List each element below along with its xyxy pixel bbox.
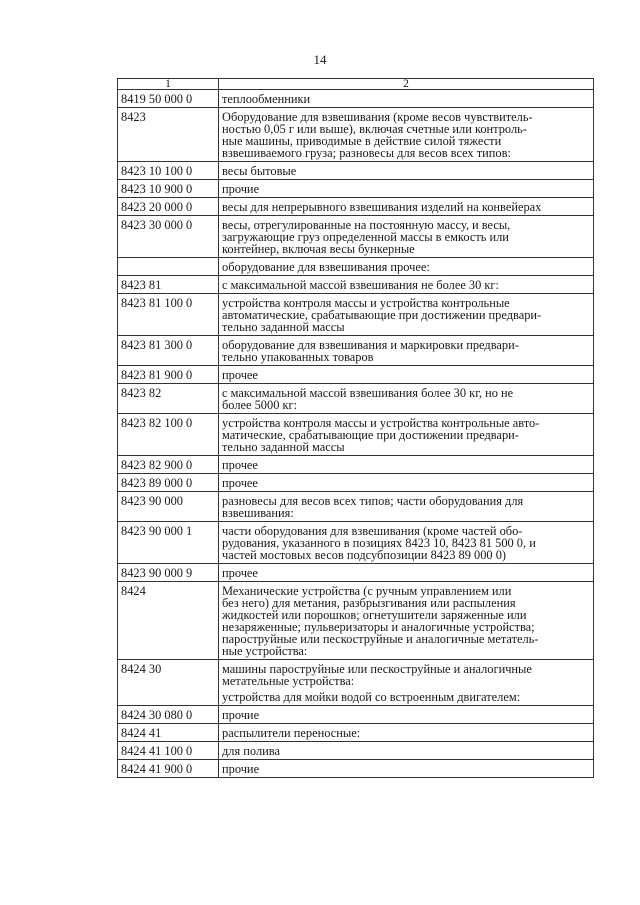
column-header-1: 1 xyxy=(118,79,219,90)
table-row xyxy=(118,474,594,492)
description-cell xyxy=(219,276,594,294)
description-cell xyxy=(219,522,594,564)
description-cell xyxy=(219,414,594,456)
description-text: оборудование для взвешивания прочее: xyxy=(222,260,430,274)
description-text: весы для непрерывного взвешивания изделий на конвейерах xyxy=(222,200,542,214)
description-cell xyxy=(219,180,594,198)
description-text: распылители переносные: xyxy=(222,726,361,740)
table-row xyxy=(118,492,594,522)
hs-code-cell: 8423 90 000 9 xyxy=(118,564,219,582)
table-row xyxy=(118,760,594,778)
table-row xyxy=(118,276,594,294)
table-row xyxy=(118,660,594,706)
table-row xyxy=(118,564,594,582)
hs-code-cell: 8423 82 xyxy=(118,384,219,414)
hs-code-cell: 8423 82 100 0 xyxy=(118,414,219,456)
table-row xyxy=(118,258,594,276)
description-cell xyxy=(219,742,594,760)
hs-code-cell: 8423 90 000 xyxy=(118,492,219,522)
description-text: машины пароструйные или пескоструйные и аналогичные метательные устройства: xyxy=(222,662,532,688)
hs-code-cell: 8419 50 000 0 xyxy=(118,90,219,108)
description-text: Механические устройства (с ручным управлением или без него) для метания, разбрызгивания или распыления жидкостей или порошков; огнетушители заряженные или незаряженные; пульверизаторы и аналогичные устройства; пароструйные или пескоструйные и аналогичные метатель- ные устройства: xyxy=(222,584,539,658)
description-text: разновесы для весов всех типов; части оборудования для взвешивания: xyxy=(222,494,524,520)
description-text: устройства контроля массы и устройства контрольные автоматические, срабатывающие при достижении предвари- тельно заданной массы xyxy=(222,296,542,334)
table-row xyxy=(118,336,594,366)
description-text: прочие xyxy=(222,708,260,722)
hs-code-cell: 8423 90 000 1 xyxy=(118,522,219,564)
description-cell xyxy=(219,564,594,582)
description-text: прочее xyxy=(222,476,258,490)
hs-code-cell: 8424 xyxy=(118,582,219,660)
hs-code-cell xyxy=(118,258,219,276)
hs-code-cell: 8424 41 100 0 xyxy=(118,742,219,760)
table-row xyxy=(118,216,594,258)
description-text: части оборудования для взвешивания (кроме частей обо- рудования, указанного в позициях 8423 10, 8423 81 500 0, и частей мостовых весов подсубпозиции 8423 89 000 0) xyxy=(222,524,536,562)
description-cell xyxy=(219,216,594,258)
description-text: с максимальной массой взвешивания более 30 кг, но не более 5000 кг: xyxy=(222,386,514,412)
description-cell xyxy=(219,294,594,336)
table-row xyxy=(118,180,594,198)
table-row xyxy=(118,384,594,414)
hs-code-cell: 8423 10 100 0 xyxy=(118,162,219,180)
table-row xyxy=(118,582,594,660)
description-cell xyxy=(219,162,594,180)
table-row xyxy=(118,162,594,180)
description-text: устройства контроля массы и устройства контрольные авто- матические, срабатывающие при достижении предвари- тельно заданной массы xyxy=(222,416,540,454)
description-cell xyxy=(219,474,594,492)
description-text: Оборудование для взвешивания (кроме весов чувствитель- ностью 0,05 г или выше), включая счетные или контроль- ные машины, приводимые в действие силой тяжести взвешиваемого груза; разновесы для весов всех типов: xyxy=(222,110,533,160)
hs-code-cell: 8423 xyxy=(118,108,219,162)
hs-code-cell: 8423 89 000 0 xyxy=(118,474,219,492)
table-row xyxy=(118,456,594,474)
description-cell xyxy=(219,90,594,108)
description-cell xyxy=(219,760,594,778)
hs-code-cell: 8423 81 xyxy=(118,276,219,294)
table-row xyxy=(118,294,594,336)
table-row xyxy=(118,522,594,564)
description-text: весы бытовые xyxy=(222,164,297,178)
description-cell xyxy=(219,456,594,474)
description-text: прочее xyxy=(222,368,258,382)
description-cell xyxy=(219,366,594,384)
column-header-2: 2 xyxy=(219,79,594,90)
hs-code-cell: 8424 30 xyxy=(118,660,219,706)
hs-code-cell: 8423 20 000 0 xyxy=(118,198,219,216)
description-cell xyxy=(219,258,594,276)
description-text: оборудование для взвешивания и маркировки предвари- тельно упакованных товаров xyxy=(222,338,519,364)
description-text: прочее xyxy=(222,566,258,580)
table-row xyxy=(118,724,594,742)
table-row xyxy=(118,706,594,724)
table-row xyxy=(118,90,594,108)
description-text: прочее xyxy=(222,458,258,472)
table-row xyxy=(118,414,594,456)
hs-code-cell: 8423 81 300 0 xyxy=(118,336,219,366)
description-cell xyxy=(219,336,594,366)
table-row xyxy=(118,742,594,760)
description-cell xyxy=(219,384,594,414)
tariff-code-table xyxy=(117,78,594,778)
hs-code-cell: 8423 82 900 0 xyxy=(118,456,219,474)
hs-code-cell: 8423 81 900 0 xyxy=(118,366,219,384)
description-cell xyxy=(219,582,594,660)
table-row xyxy=(118,108,594,162)
description-cell xyxy=(219,198,594,216)
description-text: прочие xyxy=(222,182,260,196)
description-subheading: устройства для мойки водой со встроенным двигателем: xyxy=(222,690,521,704)
hs-code-cell: 8423 10 900 0 xyxy=(118,180,219,198)
description-text: теплообменники xyxy=(222,92,311,106)
description-cell xyxy=(219,492,594,522)
description-cell xyxy=(219,724,594,742)
description-cell xyxy=(219,660,594,706)
table-header-row xyxy=(118,79,594,90)
description-cell xyxy=(219,108,594,162)
hs-code-cell: 8423 30 000 0 xyxy=(118,216,219,258)
description-text: с максимальной массой взвешивания не более 30 кг: xyxy=(222,278,499,292)
description-text: весы, отрегулированные на постоянную массу, и весы, загружающие груз определенной массы в емкость или контейнер, включая весы бункерные xyxy=(222,218,511,256)
table-row xyxy=(118,198,594,216)
hs-code-cell: 8423 81 100 0 xyxy=(118,294,219,336)
description-text: для полива xyxy=(222,744,280,758)
hs-code-cell: 8424 41 900 0 xyxy=(118,760,219,778)
page-number: 14 xyxy=(313,52,327,67)
description-text: прочие xyxy=(222,762,260,776)
description-cell xyxy=(219,706,594,724)
hs-code-cell: 8424 30 080 0 xyxy=(118,706,219,724)
table-row xyxy=(118,366,594,384)
hs-code-cell: 8424 41 xyxy=(118,724,219,742)
